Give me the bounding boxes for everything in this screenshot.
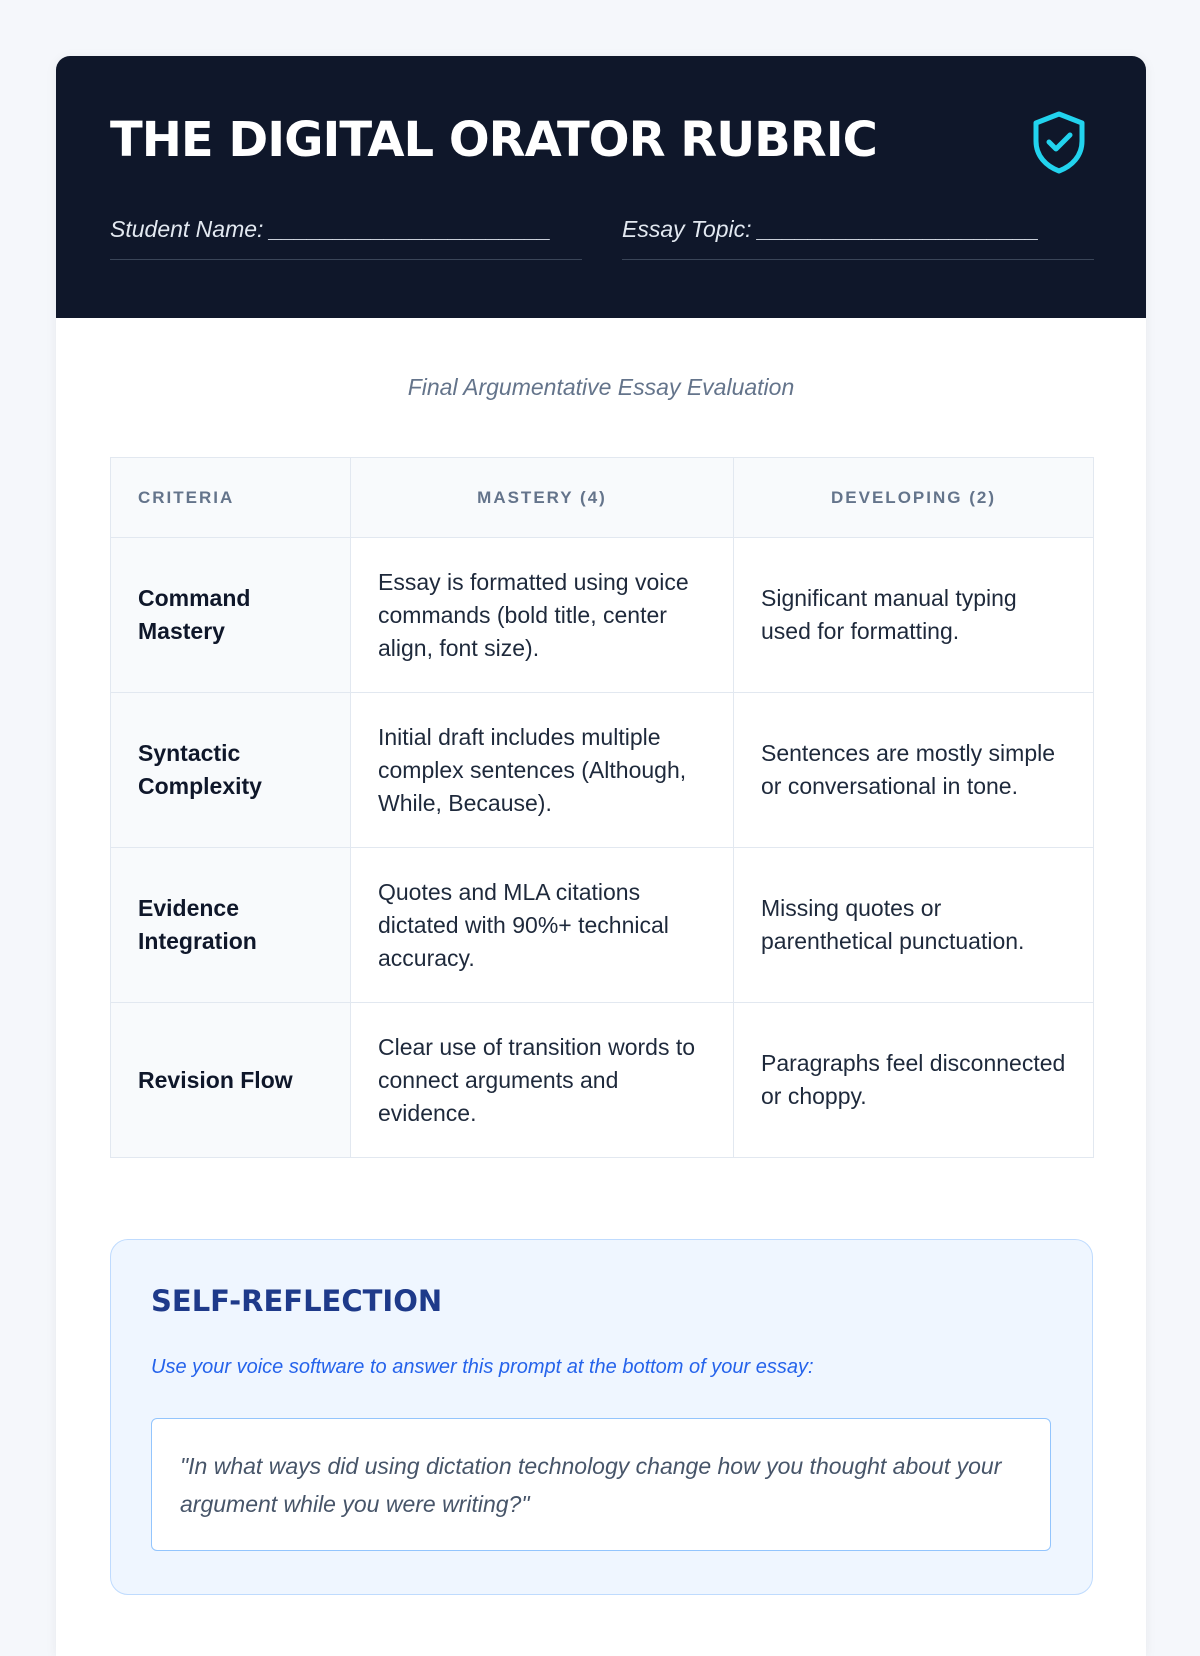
developing-cell: Missing quotes or parenthetical punctuation. [734,848,1094,1003]
page-title: THE DIGITAL ORATOR RUBRIC [110,112,877,168]
criteria-cell: Revision Flow [111,1003,351,1158]
rubric-card [56,56,1146,1656]
table-header-row [111,458,1094,538]
table-row [111,693,1094,848]
rubric-header [56,56,1146,318]
criteria-cell: Command Mastery [111,538,351,693]
column-header-mastery: MASTERY (4) [351,458,734,538]
developing-cell: Significant manual typing used for formatting. [734,538,1094,693]
shield-check-icon [1030,110,1088,174]
table-row [111,1003,1094,1158]
mastery-cell: Initial draft includes multiple complex sentences (Although, While, Because). [351,693,734,848]
rubric-table [110,457,1094,1158]
criteria-cell: Syntactic Complexity [111,693,351,848]
mastery-cell: Clear use of transition words to connect arguments and evidence. [351,1003,734,1158]
reflection-prompt-box: "In what ways did using dictation technology change how you thought about your argument while you were writing?" [151,1418,1051,1551]
developing-cell: Paragraphs feel disconnected or choppy. [734,1003,1094,1158]
table-row [111,848,1094,1003]
essay-topic-field[interactable]: Essay Topic: ______________________ [622,216,1094,260]
self-reflection-instruction: Use your voice software to answer this prompt at the bottom of your essay: [151,1356,814,1378]
criteria-cell: Evidence Integration [111,848,351,1003]
self-reflection-panel [110,1239,1093,1595]
developing-cell: Sentences are mostly simple or conversational in tone. [734,693,1094,848]
mastery-cell: Essay is formatted using voice commands (bold title, center align, font size). [351,538,734,693]
page-subtitle: Final Argumentative Essay Evaluation [407,374,795,400]
self-reflection-title: SELF-REFLECTION [151,1284,443,1318]
student-name-field[interactable]: Student Name: ______________________ [110,216,582,260]
column-header-developing: DEVELOPING (2) [734,458,1094,538]
mastery-cell: Quotes and MLA citations dictated with 90%+ technical accuracy. [351,848,734,1003]
column-header-criteria: CRITERIA [111,458,351,538]
table-row [111,538,1094,693]
